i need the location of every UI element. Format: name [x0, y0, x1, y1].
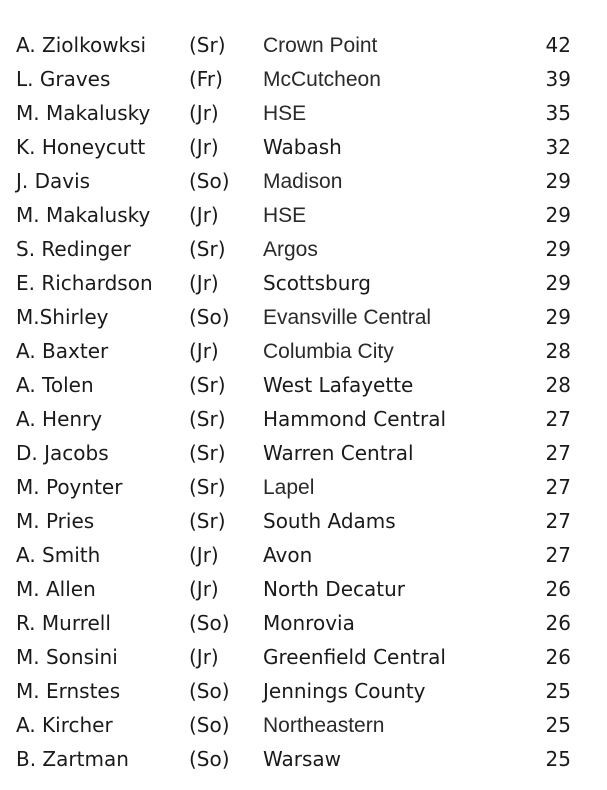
ranking-row	[0, 28, 607, 62]
player-name: E. Richardson	[16, 271, 153, 295]
player-name: R. Murrell	[16, 611, 111, 635]
player-points: 26	[545, 577, 571, 601]
ranking-row	[0, 572, 607, 606]
player-name: B. Zartman	[16, 747, 129, 771]
ranking-row	[0, 504, 607, 538]
ranking-row	[0, 470, 607, 504]
player-grade: (Sr)	[189, 475, 226, 499]
player-name: J. Davis	[16, 169, 91, 193]
player-points: 26	[545, 645, 571, 669]
player-points: 25	[545, 713, 571, 737]
player-name: A. Ziolkowksi	[16, 33, 147, 57]
ranking-row	[0, 198, 607, 232]
player-points: 27	[545, 475, 571, 499]
player-points: 25	[545, 679, 571, 703]
player-grade: (Jr)	[189, 577, 219, 601]
ranking-row	[0, 606, 607, 640]
player-grade: (Sr)	[189, 373, 226, 397]
player-school: McCutcheon	[263, 68, 381, 91]
player-grade: (Jr)	[189, 543, 219, 567]
ranking-row	[0, 674, 607, 708]
player-school: Evansville Central	[263, 306, 432, 329]
player-school: Wabash	[263, 135, 342, 159]
ranking-row	[0, 742, 607, 776]
player-points: 25	[545, 747, 571, 771]
ranking-row	[0, 232, 607, 266]
player-name: M. Ernstes	[16, 679, 121, 703]
player-name: L. Graves	[16, 67, 111, 91]
player-name: A. Kircher	[16, 713, 113, 737]
player-school: HSE	[263, 204, 307, 227]
player-name: M.Shirley	[16, 305, 109, 329]
player-name: M. Makalusky	[16, 203, 151, 227]
player-grade: (So)	[189, 169, 230, 193]
ranking-row	[0, 130, 607, 164]
player-grade: (So)	[189, 713, 230, 737]
player-grade: (Jr)	[189, 135, 219, 159]
ranking-row	[0, 62, 607, 96]
player-grade: (Sr)	[189, 509, 226, 533]
player-name: M. Sonsini	[16, 645, 118, 669]
player-points: 27	[545, 441, 571, 465]
player-grade: (Jr)	[189, 203, 219, 227]
player-school: HSE	[263, 102, 307, 125]
player-points: 27	[545, 407, 571, 431]
ranking-row	[0, 368, 607, 402]
player-points: 29	[545, 305, 571, 329]
player-name: M. Pries	[16, 509, 95, 533]
player-points: 29	[545, 169, 571, 193]
player-name: K. Honeycutt	[16, 135, 146, 159]
player-grade: (Jr)	[189, 101, 219, 125]
player-school: Columbia City	[263, 340, 394, 363]
ranking-row	[0, 164, 607, 198]
ranking-row	[0, 436, 607, 470]
player-grade: (Fr)	[189, 67, 223, 91]
player-grade: (Jr)	[189, 339, 219, 363]
player-school: Argos	[263, 238, 318, 261]
player-grade: (Sr)	[189, 33, 226, 57]
player-grade: (So)	[189, 747, 230, 771]
player-school: Crown Point	[263, 34, 378, 57]
player-school: Northeastern	[263, 714, 385, 737]
player-school: Madison	[263, 170, 343, 193]
ranking-row	[0, 266, 607, 300]
ranking-row	[0, 402, 607, 436]
player-school: Avon	[263, 543, 313, 567]
player-name: S. Redinger	[16, 237, 131, 261]
player-points: 39	[545, 67, 571, 91]
player-school: Warren Central	[263, 441, 414, 465]
player-school: South Adams	[263, 509, 396, 533]
player-points: 42	[545, 33, 571, 57]
ranking-row	[0, 300, 607, 334]
player-school: West Lafayette	[263, 373, 414, 397]
player-grade: (So)	[189, 679, 230, 703]
player-school: Jennings County	[263, 679, 426, 703]
player-name: D. Jacobs	[16, 441, 109, 465]
player-points: 29	[545, 203, 571, 227]
player-points: 32	[545, 135, 571, 159]
player-grade: (Sr)	[189, 407, 226, 431]
player-grade: (Sr)	[189, 237, 226, 261]
player-grade: (Sr)	[189, 441, 226, 465]
player-name: A. Tolen	[16, 373, 94, 397]
player-points: 27	[545, 509, 571, 533]
player-name: M. Makalusky	[16, 101, 151, 125]
player-name: M. Poynter	[16, 475, 123, 499]
player-school: Warsaw	[263, 747, 342, 771]
player-name: A. Baxter	[16, 339, 109, 363]
player-name: A. Smith	[16, 543, 101, 567]
player-school: Hammond Central	[263, 407, 447, 431]
player-grade: (So)	[189, 611, 230, 635]
player-points: 28	[545, 339, 571, 363]
player-school: Lapel	[263, 476, 315, 499]
player-points: 35	[545, 101, 571, 125]
player-name: M. Allen	[16, 577, 96, 601]
player-points: 29	[545, 271, 571, 295]
player-school: Monrovia	[263, 611, 355, 635]
ranking-row	[0, 708, 607, 742]
player-grade: (Jr)	[189, 271, 219, 295]
ranking-row	[0, 334, 607, 368]
player-points: 26	[545, 611, 571, 635]
player-name: A. Henry	[16, 407, 103, 431]
player-school: North Decatur	[263, 577, 405, 601]
player-grade: (So)	[189, 305, 230, 329]
ranking-row	[0, 538, 607, 572]
player-points: 28	[545, 373, 571, 397]
ranking-row	[0, 96, 607, 130]
player-school: Scottsburg	[263, 271, 371, 295]
ranking-row	[0, 640, 607, 674]
player-school: Greenfield Central	[263, 645, 446, 669]
player-points: 29	[545, 237, 571, 261]
player-points: 27	[545, 543, 571, 567]
player-grade: (Jr)	[189, 645, 219, 669]
